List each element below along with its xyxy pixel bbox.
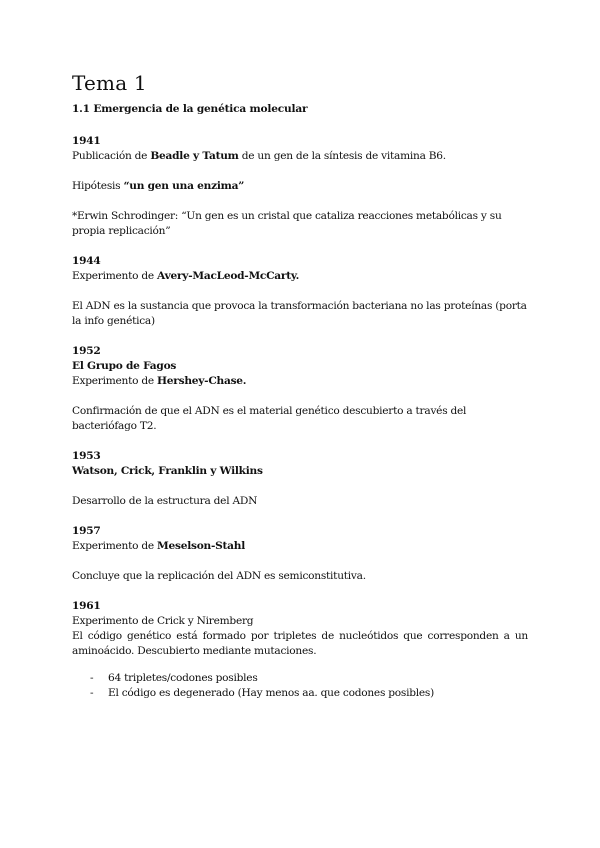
bullet-dash: -	[90, 687, 94, 699]
paragraph-text: Confirmación de que el ADN es el material genético descubierto a través del bacteriófago T2.	[72, 405, 467, 432]
entry-text	[72, 539, 528, 554]
experiment-name: Meselson-Stahl	[157, 540, 245, 552]
hypothesis-line	[72, 179, 528, 194]
year-label: 1961	[72, 600, 101, 612]
list-item-text: 64 tripletes/codones posibles	[108, 672, 258, 684]
document-page	[72, 70, 528, 701]
paragraph-1957	[72, 569, 528, 584]
entry-1961	[72, 599, 528, 659]
paragraph-1952	[72, 404, 528, 434]
entry-1944	[72, 254, 528, 284]
entry-1957	[72, 524, 528, 554]
experiment-name: Avery-MacLeod-McCarty.	[157, 270, 300, 282]
text-prefix: Experimento de	[72, 540, 158, 552]
experiment-name: Hershey-Chase.	[157, 375, 247, 387]
page-title: Tema 1	[72, 71, 147, 95]
year-label: 1952	[72, 345, 101, 357]
text-prefix: Hipótesis	[72, 180, 124, 192]
paragraph-1953	[72, 494, 528, 509]
year-label: 1941	[72, 135, 101, 147]
scientists-name: Beadle y Tatum	[150, 150, 239, 162]
entry-1953	[72, 449, 528, 479]
entry-text	[72, 149, 528, 164]
year-label: 1953	[72, 450, 101, 462]
hypothesis-name: “un gen una enzima”	[123, 180, 245, 192]
entry-1952	[72, 344, 528, 389]
quote-text: *Erwin Schrodinger: “Un gen es un cristal que cataliza reacciones metabólicas y su propia replicación”	[72, 210, 502, 237]
quote-paragraph	[72, 209, 528, 239]
paragraph-text: El código genético está formado por tripletes de nucleótidos que corresponden a un aminoácido. Descubierto mediante mutaciones.	[72, 630, 528, 657]
bullet-dash: -	[90, 672, 94, 684]
entry-1941	[72, 134, 528, 164]
group-name: El Grupo de Fagos	[72, 360, 177, 372]
list-item	[72, 671, 528, 686]
paragraph-1944	[72, 299, 528, 329]
bullet-list	[72, 671, 528, 701]
entry-text: Experimento de Crick y Niremberg	[72, 615, 254, 627]
text-prefix: Experimento de	[72, 270, 158, 282]
paragraph-text: Concluye que la replicación del ADN es semiconstitutiva.	[72, 570, 366, 582]
text-prefix: Experimento de	[72, 375, 158, 387]
year-label: 1944	[72, 255, 101, 267]
year-label: 1957	[72, 525, 101, 537]
paragraph-text: El ADN es la sustancia que provoca la transformación bacteriana no las proteínas (porta la info genética)	[72, 300, 527, 327]
text-prefix: Publicación de	[72, 150, 151, 162]
section-heading: 1.1 Emergencia de la genética molecular	[72, 103, 308, 115]
list-item-text: El código es degenerado (Hay menos aa. que codones posibles)	[108, 687, 434, 699]
paragraph-text: Desarrollo de la estructura del ADN	[72, 495, 258, 507]
list-item	[72, 686, 528, 701]
entry-text	[72, 269, 528, 284]
entry-text	[72, 374, 528, 389]
scientists-name: Watson, Crick, Franklin y Wilkins	[72, 465, 263, 477]
hypothesis-paragraph	[72, 179, 528, 194]
text-suffix: de un gen de la síntesis de vitamina B6.	[238, 150, 446, 162]
